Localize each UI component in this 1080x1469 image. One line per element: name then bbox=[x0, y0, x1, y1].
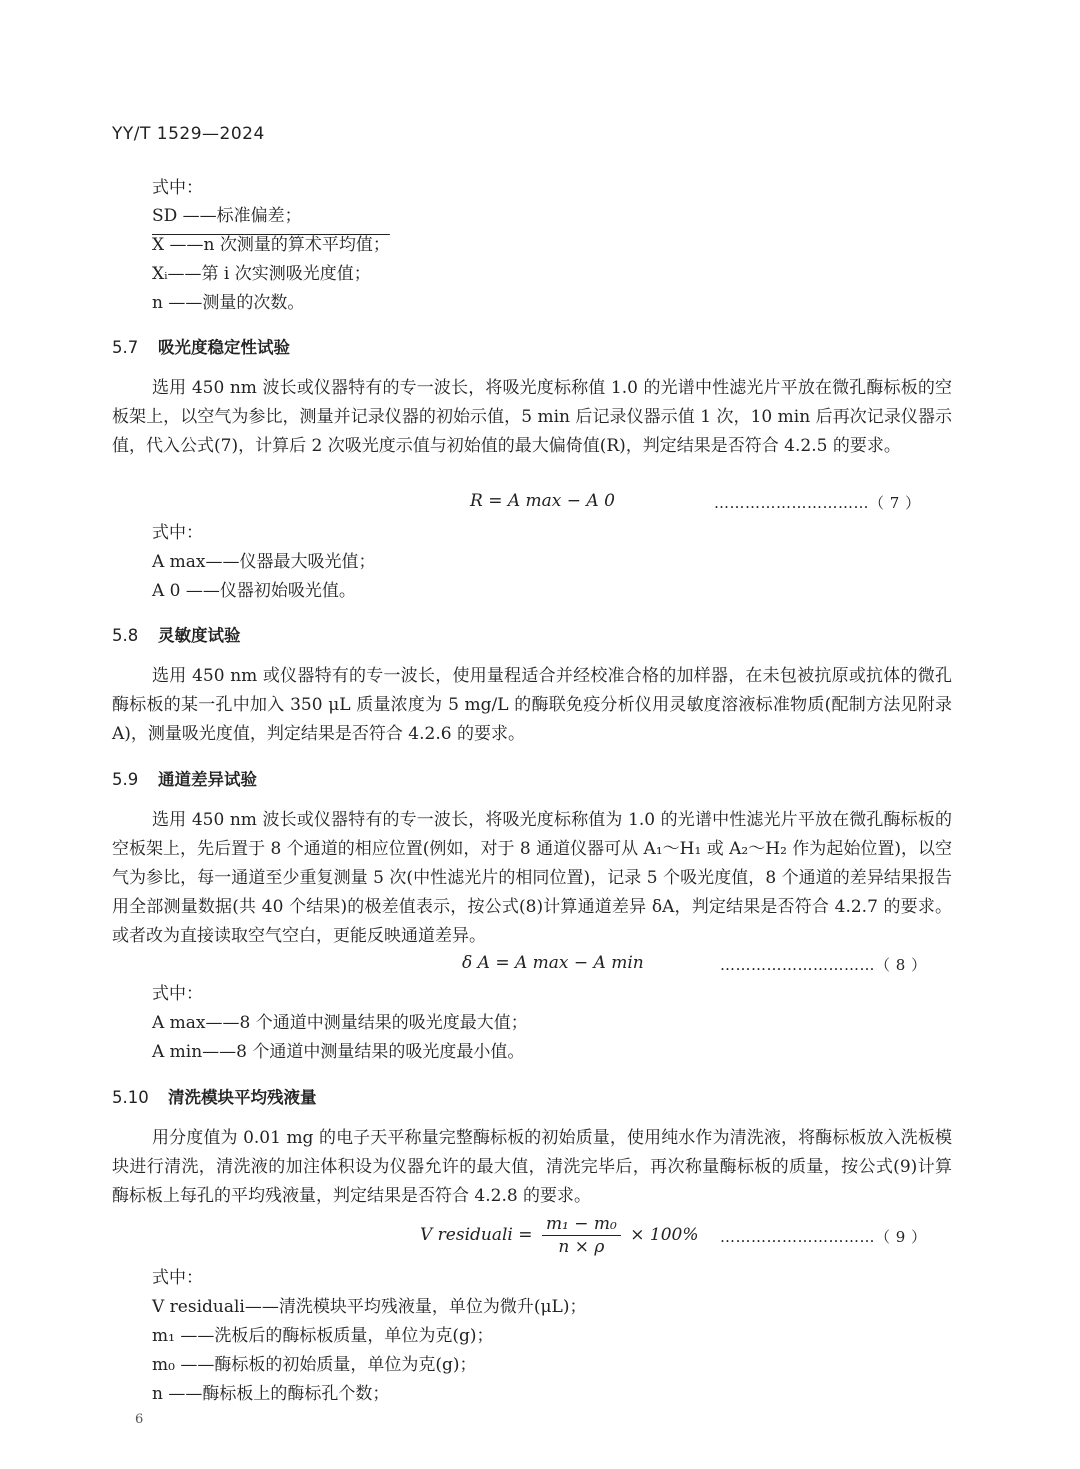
formula-9 bbox=[420, 1214, 699, 1257]
section-title: 吸光度稳定性试验 bbox=[158, 338, 290, 357]
def-n-wells: n ——酶标板上的酶标孔个数； bbox=[152, 1384, 390, 1404]
section-5-7-body bbox=[112, 374, 952, 461]
where-label: 式中： bbox=[152, 1268, 203, 1288]
def-amin: A min——8 个通道中测量结果的吸光度最小值。 bbox=[152, 1042, 525, 1062]
where-label: 式中： bbox=[152, 984, 203, 1004]
section-5-8-body bbox=[112, 662, 952, 749]
def-n: n ——测量的次数。 bbox=[152, 293, 305, 313]
def-sd: SD ——标准偏差； bbox=[152, 206, 302, 226]
def-a0: A 0 ——仪器初始吸光值。 bbox=[152, 581, 356, 601]
section-5-9-body bbox=[112, 806, 952, 951]
page-number: 6 bbox=[135, 1412, 144, 1427]
section-title: 清洗模块平均残液量 bbox=[168, 1088, 317, 1107]
formula-lhs: V residuali = bbox=[420, 1225, 533, 1245]
paragraph: 选用 450 nm 或仪器特有的专一波长，使用量程适合并经校准合格的加样器，在未包被抗原或抗体的微孔酶标板的某一孔中加入 350 μL 质量浓度为 5 mg/L 的酶联免疫分析仪用灵敏度溶液标准物质(配制方法见附录 A)，测量吸光度值，判定结果是否符合 4.2.6 的要求。 bbox=[112, 666, 952, 744]
fraction bbox=[542, 1214, 621, 1257]
section-5-7-heading bbox=[112, 334, 290, 358]
def-m1: m₁ ——洗板后的酶标板质量，单位为克(g)； bbox=[152, 1326, 494, 1346]
section-5-8-heading bbox=[112, 622, 241, 646]
paragraph: 选用 450 nm 波长或仪器特有的专一波长，将吸光度标称值 1.0 的光谱中性滤光片平放在微孔酶标板的空板架上，以空气为参比，测量并记录仪器的初始示值，5 min 后记录仪器示值 1 次，10 min 后再次记录仪器示值，代入公式(7)，计算后 2 次吸光度示值与初始值的最大偏倚值(R)，判定结果是否符合 4.2.5 的要求。 bbox=[112, 378, 952, 456]
equation-number-9: …………………………（ 9 ） bbox=[720, 1228, 927, 1246]
section-5-10-heading bbox=[112, 1084, 317, 1108]
formula-8: δ A = A max − A min bbox=[462, 953, 644, 973]
formula-rhs: × 100% bbox=[630, 1225, 699, 1245]
fraction-numerator: m₁ − m₀ bbox=[542, 1214, 621, 1236]
formula-7: R = A max − A 0 bbox=[470, 491, 615, 511]
where-label: 式中： bbox=[152, 523, 203, 543]
def-amax: A max——8 个通道中测量结果的吸光度最大值； bbox=[152, 1013, 528, 1033]
where-label: 式中： bbox=[152, 178, 203, 198]
section-number: 5.8 bbox=[112, 626, 139, 645]
paragraph: 用分度值为 0.01 mg 的电子天平称量完整酶标板的初始质量，使用纯水作为清洗液，将酶标板放入洗板模块进行清洗，清洗液的加注体积设为仪器允许的最大值，清洗完毕后，再次称量酶标板的质量，按公式(9)计算酶标板上每孔的平均残液量，判定结果是否符合 4.2.8 的要求。 bbox=[112, 1128, 952, 1206]
fraction-denominator: n × ρ bbox=[558, 1237, 605, 1257]
section-5-9-heading bbox=[112, 766, 257, 790]
paragraph: 选用 450 nm 波长或仪器特有的专一波长，将吸光度标称值为 1.0 的光谱中性滤光片平放在微孔酶标板的空板架上，先后置于 8 个通道的相应位置(例如，对于 8 通道仪器可从 A₁～H₁ 或 A₂～H₂ 作为起始位置)，以空气为参比，每一通道至少重复测量 5 次(中性滤光片的相同位置)，记录 5 个吸光度值，8 个通道的差异结果报告用全部测量数据(共 40 个结果)的极差值表示，按公式(8)计算通道差异 δA，判定结果是否符合 4.2.7 的要求。或者改为直接读取空气空白，更能反映通道差异。 bbox=[112, 810, 952, 946]
def-xbar: X ——n 次测量的算术平均值； bbox=[152, 235, 390, 255]
def-vresiduali: V residuali——清洗模块平均残液量，单位为微升(μL)； bbox=[152, 1297, 587, 1317]
section-number: 5.10 bbox=[112, 1088, 149, 1107]
def-amax: A max——仪器最大吸光值； bbox=[152, 552, 376, 572]
section-number: 5.9 bbox=[112, 770, 139, 789]
equation-number-7: …………………………（ 7 ） bbox=[714, 494, 921, 512]
section-title: 灵敏度试验 bbox=[158, 626, 241, 645]
equation-number-8: …………………………（ 8 ） bbox=[720, 956, 927, 974]
def-m0: m₀ ——酶标板的初始质量，单位为克(g)； bbox=[152, 1355, 477, 1375]
section-title: 通道差异试验 bbox=[158, 770, 257, 789]
section-number: 5.7 bbox=[112, 338, 139, 357]
standard-code: YY/T 1529—2024 bbox=[112, 124, 265, 144]
section-5-10-body bbox=[112, 1124, 952, 1211]
def-xi: Xᵢ——第 i 次实测吸光度值； bbox=[152, 264, 371, 284]
